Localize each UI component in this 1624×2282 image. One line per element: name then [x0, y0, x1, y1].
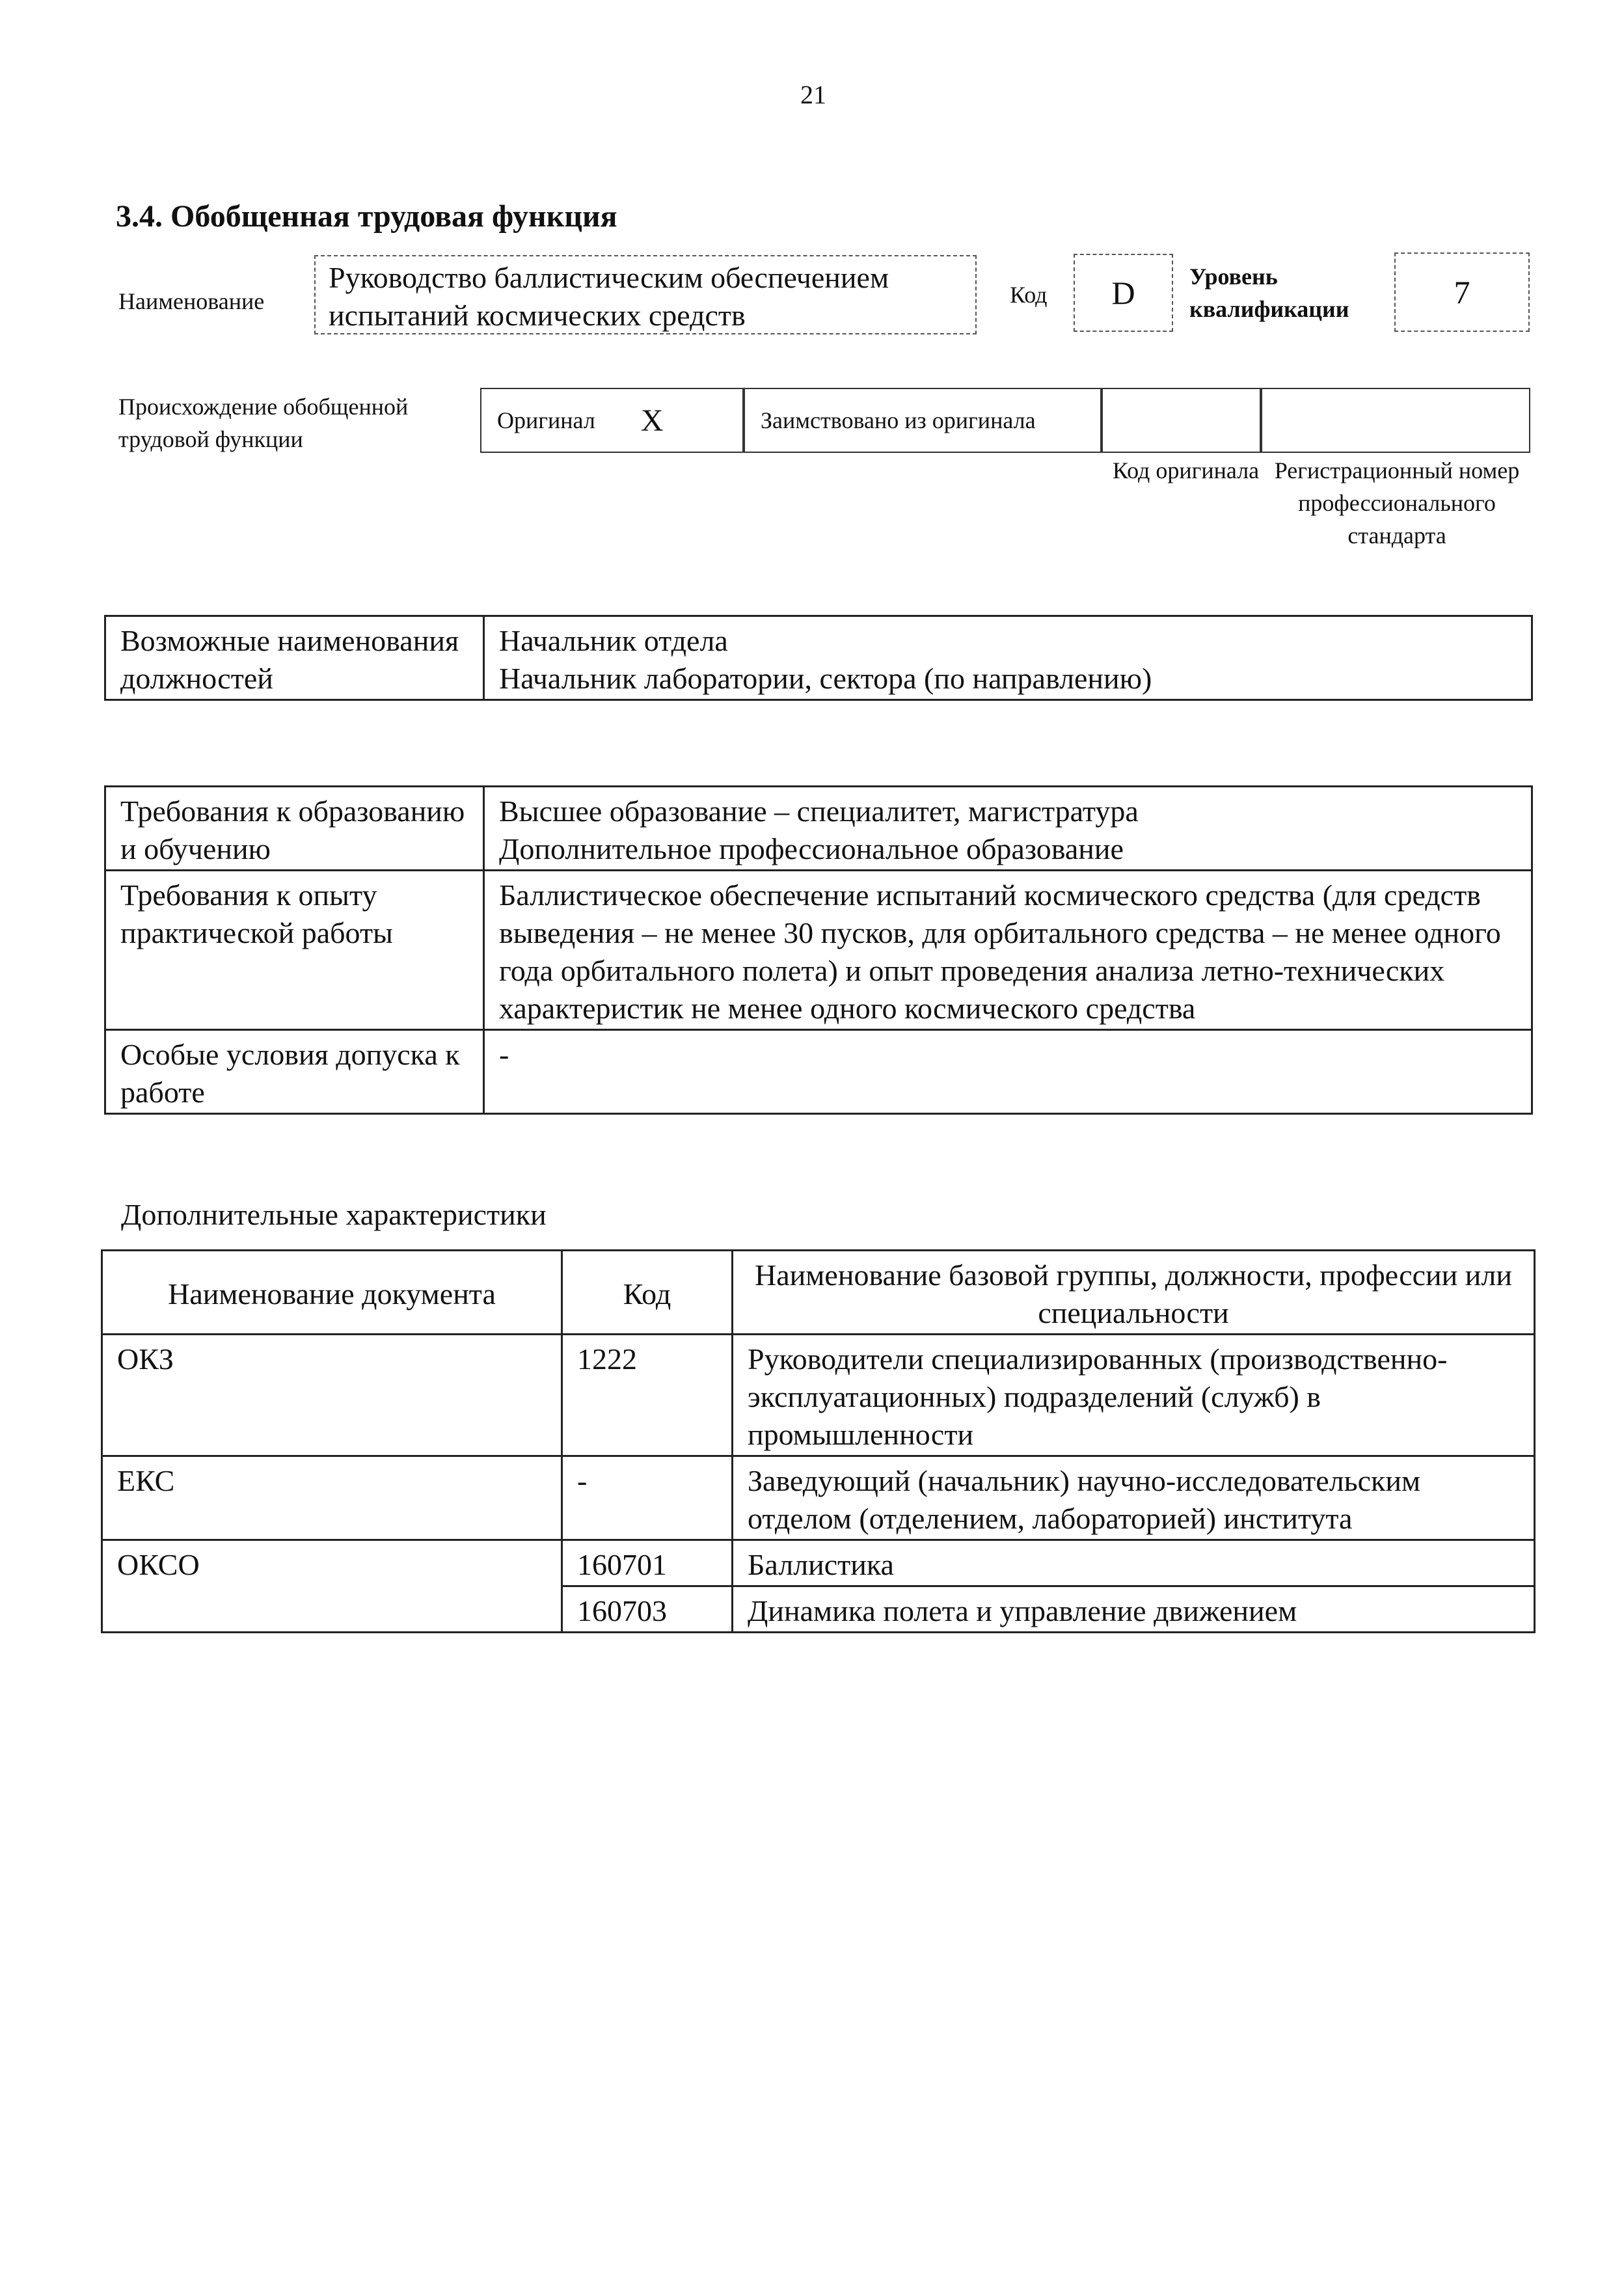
extra-characteristics-table	[101, 1249, 1536, 1633]
code-cell: 160703	[562, 1586, 733, 1633]
positions-values	[484, 616, 1532, 700]
page-number: 21	[800, 80, 826, 109]
col-name-header: Наименование базовой группы, должности, профессии или специальности	[733, 1251, 1535, 1335]
code-cell: -	[562, 1456, 733, 1540]
education-item: Высшее образование – специалитет, магистратура	[499, 795, 1139, 828]
table-row	[102, 1540, 1535, 1586]
table-header-row	[102, 1251, 1535, 1335]
code-field: D	[1074, 254, 1173, 332]
origin-label: Происхождение обобщенной трудовой функции	[118, 394, 409, 452]
code-cell: 160701	[562, 1540, 733, 1586]
table-row	[102, 1456, 1535, 1540]
original-mark: X	[640, 403, 664, 438]
section-title: 3.4. Обобщенная трудовая функция	[116, 199, 617, 234]
reg-number-caption: Регистрационный номер профессионального стандарта	[1274, 457, 1520, 549]
origin-reg-cell	[1261, 388, 1530, 453]
name-label: Наименование	[118, 288, 265, 314]
table-row	[105, 616, 1532, 700]
table-row	[105, 787, 1532, 871]
doc-cell: ОКЗ	[102, 1335, 562, 1456]
origin-borrowed-cell	[744, 388, 1102, 453]
extra-characteristics-heading: Дополнительные характеристики	[121, 1198, 547, 1231]
education-item: Дополнительное профессиональное образование	[499, 832, 1124, 865]
education-values	[484, 787, 1532, 871]
origin-original-cell	[480, 388, 744, 453]
function-name-field: Руководство баллистическим обеспечением испытаний космических средств	[314, 255, 977, 334]
code-original-caption: Код оригинала	[1112, 457, 1260, 483]
table-row	[105, 871, 1532, 1030]
level-field: 7	[1394, 252, 1530, 332]
name-cell: Баллистика	[733, 1540, 1535, 1586]
experience-value: Баллистическое обеспечение испытаний космического средства (для средств выведения – не менее 30 пусков, для орбитального средства – не менее одного года орбитального полета) и опыт проведения анализа летно-технических характеристик не менее одного космического средства	[484, 871, 1532, 1030]
origin-row	[480, 388, 1530, 453]
borrowed-label: Заимствовано из оригинала	[761, 407, 1036, 433]
position-item: Начальник отдела	[499, 624, 728, 657]
col-code-header: Код	[562, 1251, 733, 1335]
conditions-value: -	[484, 1030, 1532, 1114]
education-label: Требования к образованию и обучению	[105, 787, 484, 871]
original-label: Оригинал	[497, 407, 595, 433]
experience-label: Требования к опыту практической работы	[105, 871, 484, 1030]
level-label: Уровень квалификации	[1189, 264, 1349, 322]
doc-cell: ОКСО	[102, 1540, 562, 1633]
positions-table	[104, 615, 1533, 701]
origin-code-cell	[1102, 388, 1261, 453]
name-cell: Руководители специализированных (производственно-эксплуатационных) подразделений (служб) в промышленности	[733, 1335, 1535, 1456]
table-row	[105, 1030, 1532, 1114]
name-cell: Динамика полета и управление движением	[733, 1586, 1535, 1633]
requirements-table	[104, 785, 1533, 1115]
col-doc-header: Наименование документа	[102, 1251, 562, 1335]
positions-label: Возможные наименования должностей	[105, 616, 484, 700]
conditions-label: Особые условия допуска к работе	[105, 1030, 484, 1114]
position-item: Начальник лаборатории, сектора (по направлению)	[499, 662, 1152, 695]
code-cell: 1222	[562, 1335, 733, 1456]
code-label: Код	[1010, 282, 1048, 308]
table-row	[102, 1335, 1535, 1456]
doc-cell: ЕКС	[102, 1456, 562, 1540]
name-cell: Заведующий (начальник) научно-исследовательским отделом (отделением, лабораторией) института	[733, 1456, 1535, 1540]
